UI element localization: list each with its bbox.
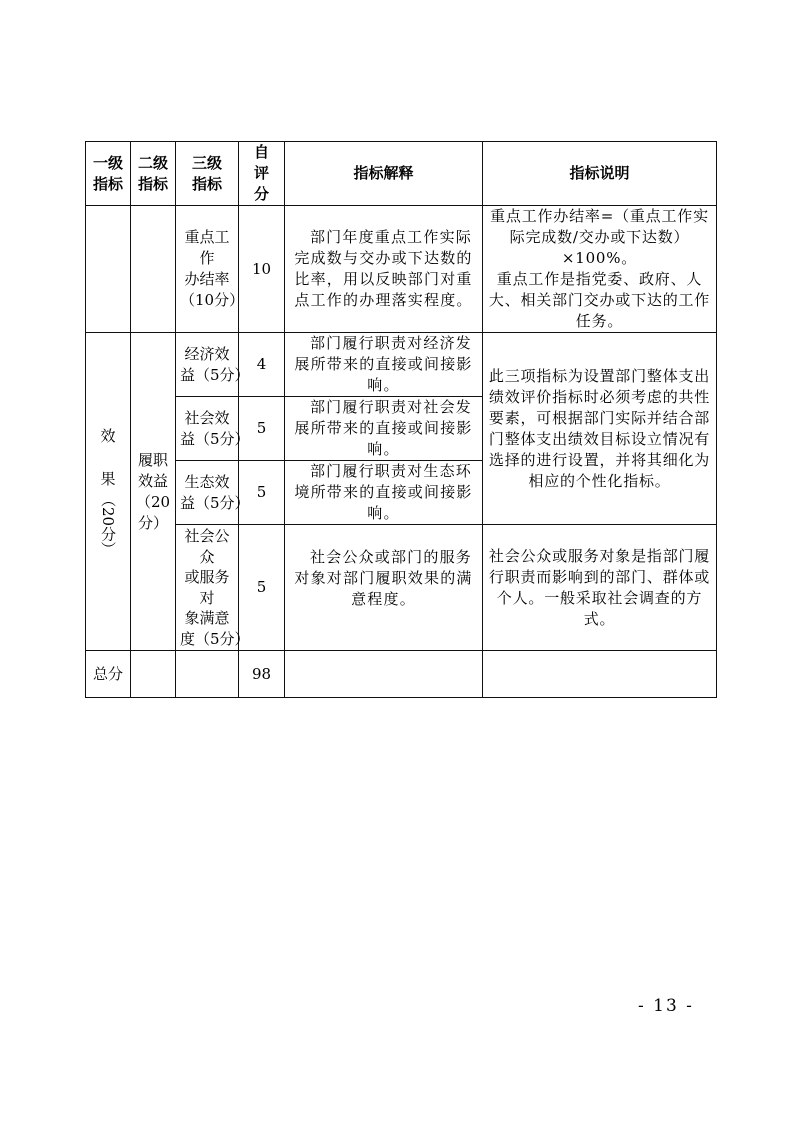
page-number: - 13 -: [638, 996, 694, 1016]
header-level3-line: 三级: [191, 153, 222, 172]
total-empty-cell: [176, 651, 239, 698]
level3-line: 益（5分）: [180, 365, 250, 384]
explanation-cell: 部门履行职责对生态环境所带来的直接或间接影响。: [285, 461, 483, 525]
level3-cell: [176, 397, 250, 461]
level2-line: 效益: [137, 471, 168, 490]
level3-line: 益（5分）: [180, 429, 250, 448]
header-self-score-line: 自: [253, 143, 269, 161]
level1-effect-char: 效: [100, 427, 116, 446]
level3-cell: [176, 525, 250, 651]
header-explanation-line: 指标解释: [353, 164, 414, 182]
explanation-cell: 社会公众或部门的服务对象对部门履职效果的满意程度。: [285, 525, 483, 651]
self-score-cell: 5: [239, 397, 285, 461]
level3-cell: [176, 461, 250, 525]
level2-line: 分）: [137, 513, 168, 532]
header-notes-line: 指标说明: [569, 164, 630, 182]
table-row-total: [86, 651, 717, 698]
notes-cell: [483, 206, 717, 333]
level3-line: 象满意: [184, 609, 230, 627]
level2-cell-empty: [131, 206, 176, 333]
self-score-cell: 5: [239, 461, 285, 525]
level1-effect-cell: [86, 333, 131, 651]
indicator-table: [85, 141, 717, 698]
explanation-cell: 部门履行职责对经济发展所带来的直接或间接影响。: [285, 333, 483, 397]
level1-effect-label: [90, 426, 126, 556]
level3-cell: [176, 333, 250, 397]
header-self-score-line: 分: [253, 185, 269, 203]
level3-line: 众: [199, 547, 215, 566]
level2-line: （20: [135, 492, 171, 511]
level3-line: 经济效: [184, 344, 230, 363]
header-level1: [86, 142, 131, 206]
self-score-cell: 5: [239, 525, 285, 651]
level3-line: 或服务: [184, 568, 230, 586]
shared-notes-cell: 此三项指标为设置部门整体支出绩效评价指标时必须考虑的共性要素，可根据部门实际并结合部门整体支出绩效目标设立情况有选择的进行设置，并将其细化为相应的个性化指标。: [483, 333, 717, 525]
table-row-satisfaction: [86, 525, 717, 651]
notes-cell: [483, 525, 717, 651]
header-level2-line: 二级: [137, 153, 168, 172]
level3-line: 社会公: [184, 527, 230, 545]
total-score: 98: [239, 651, 285, 698]
notes-paragraph: 社会公众或服务对象是指部门履行职责而影响到的部门、群体或个人。一般采取社会调查的方式。: [488, 546, 711, 628]
header-self-score-line: 评: [253, 164, 269, 182]
level2-performance-cell: [131, 333, 176, 651]
level1-cell-empty: [86, 206, 131, 333]
level3-line: （10分）: [180, 291, 245, 309]
level1-effect-char: 果: [100, 470, 116, 489]
level1-effect-points: （20分）: [99, 492, 117, 557]
header-level2: [131, 142, 176, 206]
notes-paragraph: 重点工作办结率=（重点工作实际完成数/交办或下达数）×100%。: [490, 207, 709, 267]
level3-cell: [176, 206, 245, 333]
explanation-cell: 部门履行职责对社会发展所带来的直接或间接影响。: [285, 397, 483, 461]
total-label: 总分: [86, 651, 131, 698]
header-level1-line: 一级: [92, 153, 123, 172]
header-row: [86, 142, 717, 206]
header-level3-line: 指标: [191, 174, 222, 193]
total-empty-cell: [483, 651, 717, 698]
level2-line: 履职: [137, 450, 168, 469]
level3-line: 对: [199, 588, 215, 607]
self-score-cell: 10: [239, 206, 285, 333]
level3-line: 作: [199, 249, 215, 267]
header-notes: [483, 142, 717, 206]
notes-paragraph: 重点工作是指党委、政府、人大、相关部门交办或下达的工作任务。: [488, 270, 711, 330]
level3-line: 办结率: [184, 270, 230, 288]
level3-line: 重点工: [184, 228, 230, 246]
header-explanation: [285, 142, 483, 206]
level3-line: 度（5分）: [180, 629, 250, 648]
header-self-score: [239, 142, 285, 206]
table-row-economic: [86, 333, 717, 397]
self-score-cell: 4: [239, 333, 285, 397]
header-level2-line: 指标: [137, 174, 168, 193]
level3-line: 益（5分）: [180, 493, 250, 512]
explanation-cell: 部门年度重点工作实际完成数与交办或下达数的比率，用以反映部门对重点工作的办理落实程度。: [285, 206, 483, 333]
header-level1-line: 指标: [92, 174, 123, 193]
table-row-key-work: [86, 206, 717, 333]
level3-line: 生态效: [184, 472, 230, 491]
level3-line: 社会效: [184, 408, 230, 427]
total-empty-cell: [285, 651, 483, 698]
total-empty-cell: [131, 651, 176, 698]
header-level3: [176, 142, 239, 206]
